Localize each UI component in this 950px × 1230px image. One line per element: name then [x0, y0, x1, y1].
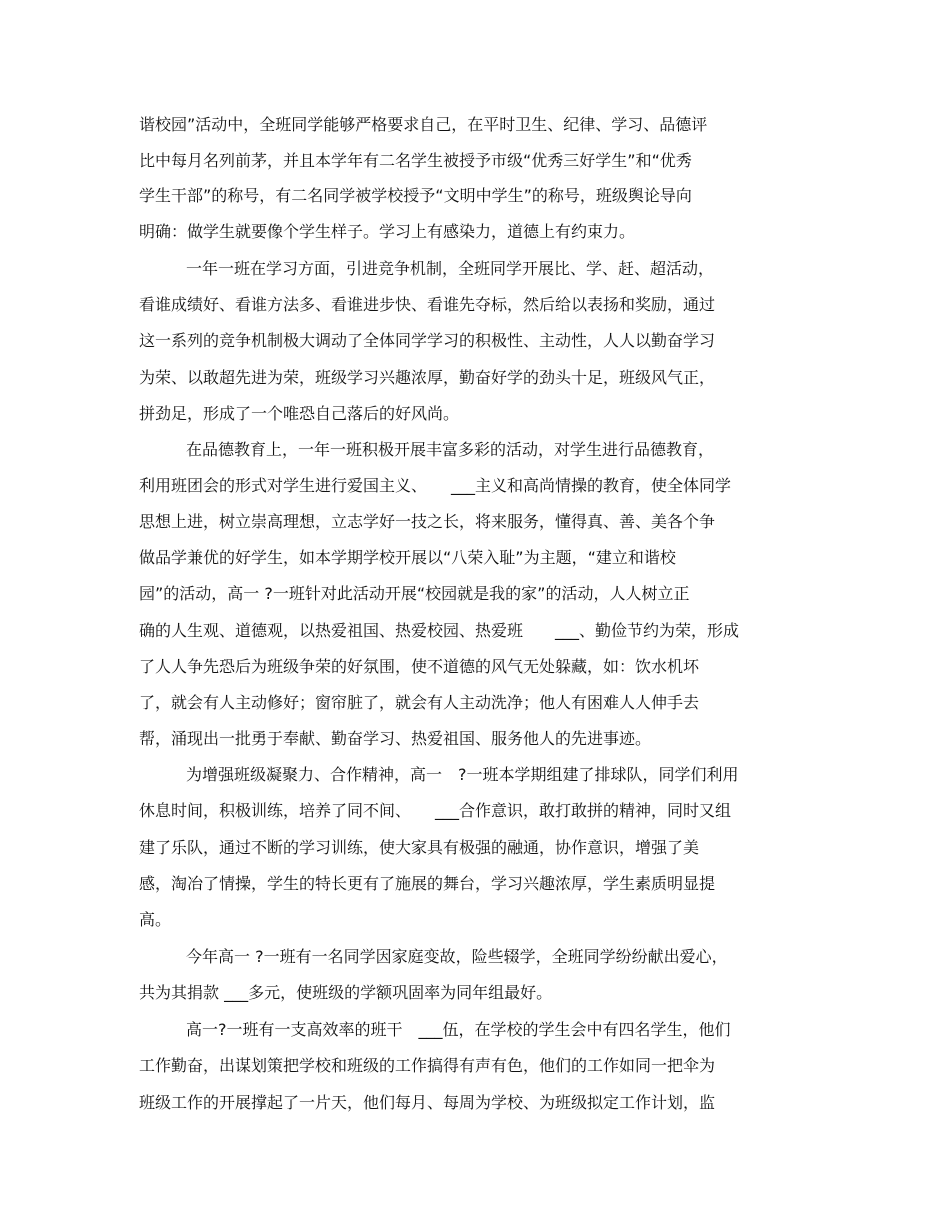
- text-line: 谐校园”活动中，全班同学能够严格要求自己，在平时卫生、纪律、学习、品德评: [139, 115, 708, 134]
- text-line: 工作勤奋，出谋划策把学校和班级的工作搞得有声有色，他们的工作如同一把伞为: [139, 1056, 716, 1075]
- text-line: 今年高一 ?一班有一名同学因家庭变故，险些辍学，全班同学纷纷献出爱心，: [186, 947, 728, 966]
- text-line: 建了乐队，通过不断的学习训练，使大家具有极强的融通，协作意识，增强了美: [139, 838, 700, 857]
- text-line: 利用班团会的形式对学生进行爱国主义、 ___主义和高尚情操的教育，使全体同学: [139, 476, 732, 495]
- text-line: 感，淘冶了情操，学生的特长更有了施展的舞台，学习兴趣浓厚，学生素质明显提: [139, 874, 716, 893]
- text-line: 拼劲足，形成了一个唯恐自己落后的好风尚。: [139, 404, 460, 423]
- text-line: 休息时间，积极训练，培养了同不间、 ___合作意识，敢打敢拼的精神，同时又组: [139, 801, 732, 820]
- text-line: 为荣、以敢超先进为荣，班级学习兴趣浓厚，勤奋好学的劲头十足，班级风气正，: [139, 368, 716, 387]
- text-line: 帮，涌现出一批勇于奉献、勤奋学习、热爱祖国、服务他人的先进事迹。: [139, 729, 652, 748]
- text-line: 做品学兼优的好学生，如本学期学校开展以“八荣入耻”为主题，“建立和谐校: [139, 548, 676, 567]
- text-line: 共为其捐款 ___多元，使班级的学额巩固率为同年组最好。: [139, 983, 553, 1002]
- text-line: 确的人生观、道德观，以热爱祖国、热爱校园、热爱班 ___、勤俭节约为荣，形成: [139, 621, 740, 640]
- text-line: 了人人争先恐后为班级争荣的好氛围，使不道德的风气无处躲藏，如：饮水机坏: [139, 657, 700, 676]
- text-line: 比中每月名列前茅，并且本学年有二名学生被授予市级“优秀三好学生”和“优秀: [139, 151, 692, 170]
- text-line: 在品德教育上，一年一班积极开展丰富多彩的活动，对学生进行品德教育，: [186, 440, 715, 459]
- text-line: 园”的活动，高一 ?一班针对此活动开展“校园就是我的家”的活动，人人树立正: [139, 584, 690, 603]
- text-line: 班级工作的开展撑起了一片天，他们每月、每周为学校、为班级拟定工作计划，监: [139, 1093, 716, 1112]
- text-line: 高一?一班有一支高效率的班干 ___伍，在学校的学生会中有四名学生，他们: [186, 1020, 731, 1039]
- text-line: 看谁成绩好、看谁方法多、看谁进步快、看谁先夺标，然后给以表扬和奖励，通过: [139, 295, 716, 314]
- text-line: 明确：做学生就要像个学生样子。学习上有感染力，道德上有约束力。: [139, 222, 636, 241]
- text-line: 这一系列的竞争机制极大调动了全体同学学习的积极性、主动性，人人以勤奋学习: [139, 331, 716, 350]
- text-line: 了，就会有人主动修好；窗帘脏了，就会有人主动洗净；他人有困难人人伸手去: [139, 693, 700, 712]
- text-line: 思想上进，树立崇高理想，立志学好一技之长，将来服务，懂得真、善、美各个争: [139, 512, 716, 531]
- text-line: 学生干部”的称号，有二名同学被学校授予“文明中学生”的称号，班级舆论导向: [139, 186, 692, 205]
- text-line: 高。: [139, 910, 172, 929]
- text-line: 一年一班在学习方面，引进竞争机制，全班同学开展比、学、赶、超活动，: [186, 259, 715, 278]
- text-line: 为增强班级凝聚力、合作精神，高一 ?一班本学期组建了排球队，同学们利用: [186, 765, 739, 784]
